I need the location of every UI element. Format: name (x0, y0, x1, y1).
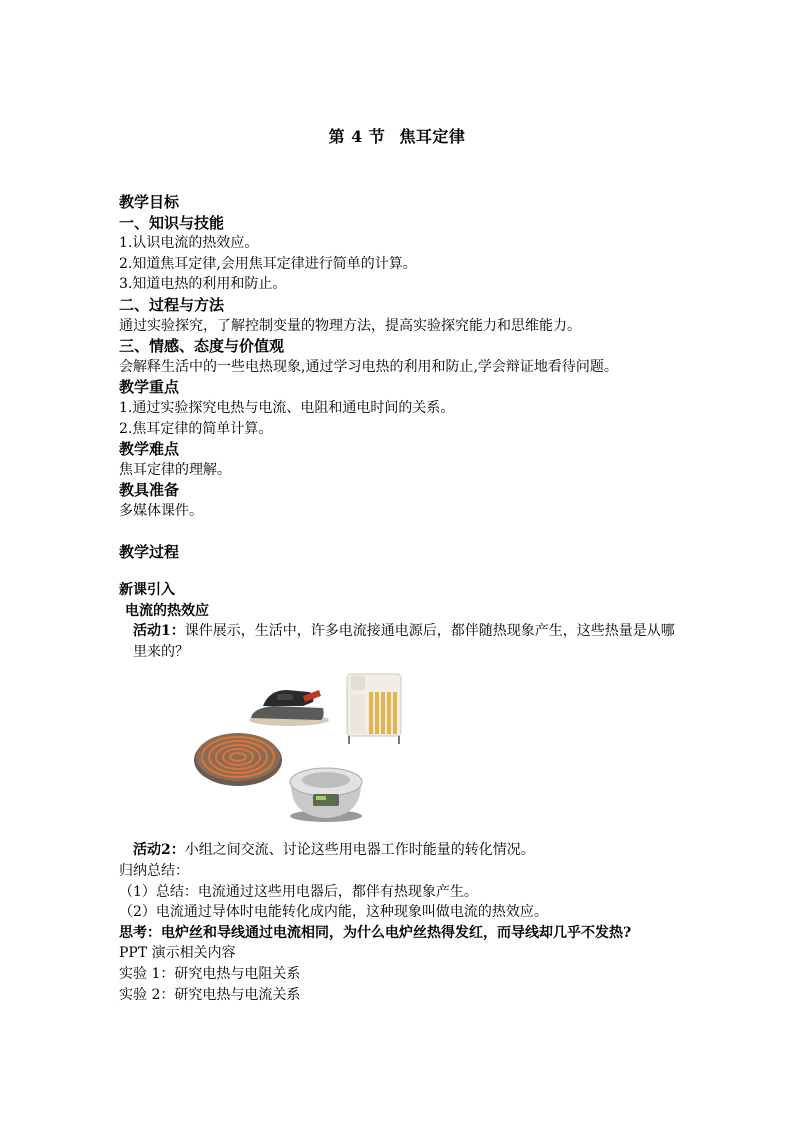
rice-cooker-image (285, 760, 367, 824)
section-number: 第 4 节 (328, 127, 386, 146)
knowledge-item: 3.知道电热的利用和防止。 (119, 276, 287, 293)
summary-item: （2）电流通过导体时电能转化成内能，这种现象叫做电流的热效应。 (119, 904, 548, 921)
appliances-figure (119, 668, 679, 840)
process-text: 通过实验探究，了解控制变量的物理方法，提高实验探究能力和思维能力。 (119, 317, 581, 334)
section-name: 焦耳定律 (399, 127, 466, 146)
knowledge-heading: 一、知识与技能 (119, 213, 225, 232)
emotion-heading: 三、情感、态度与价值观 (119, 337, 285, 356)
intro-heading: 新课引入 (119, 582, 175, 599)
teaching-process-heading: 教学过程 (119, 542, 180, 561)
process-heading: 二、过程与方法 (119, 295, 225, 314)
oil-heater-image (341, 670, 407, 750)
key-point-item: 1.通过实验探究电热与电流、电阻和通电时间的关系。 (119, 399, 455, 416)
page-title (0, 124, 794, 147)
summary-item: （1）总结：电流通过这些用电器后，都伴有热现象产生。 (119, 883, 478, 900)
ppt-note: PPT 演示相关内容 (119, 945, 236, 962)
knowledge-item: 1.认识电流的热效应。 (119, 235, 259, 252)
activity-1 (119, 621, 679, 662)
emotion-text: 会解释生活中的一些电热现象,通过学习电热的利用和防止,学会辩证地看待问题。 (119, 358, 618, 375)
activity-2 (119, 840, 679, 861)
tools-heading: 教具准备 (119, 481, 180, 500)
think-label: 思考： (119, 924, 161, 941)
electric-iron-image (243, 682, 329, 730)
activity-2-label: 活动2： (133, 842, 185, 859)
objectives-heading: 教学目标 (119, 193, 180, 211)
difficulty-text: 焦耳定律的理解。 (119, 461, 231, 478)
tools-text: 多媒体课件。 (119, 502, 203, 519)
electric-stove-image (191, 726, 285, 788)
experiment-item: 实验 1：研究电热与电阻关系 (119, 966, 301, 983)
think-question (119, 923, 679, 944)
lesson-content (119, 192, 679, 1005)
key-points-heading: 教学重点 (119, 378, 180, 397)
experiment-item: 实验 2：研究电热与电流关系 (119, 986, 301, 1003)
activity-1-text: 课件展示，生活中，许多电流接通电源后，都伴随热现象产生，这些热量是从哪里来的？ (133, 623, 675, 660)
heat-effect-subheading: 电流的热效应 (125, 602, 209, 619)
think-text: 电炉丝和导线通过电流相同，为什么电炉丝热得发红，而导线却几乎不发热? (161, 924, 632, 941)
knowledge-item: 2.知道焦耳定律,会用焦耳定律进行简单的计算。 (119, 255, 417, 272)
summary-heading: 归纳总结： (119, 863, 189, 880)
difficulty-heading: 教学难点 (119, 440, 180, 459)
key-point-item: 2.焦耳定律的简单计算。 (119, 420, 273, 437)
activity-1-label: 活动1： (133, 623, 185, 640)
activity-2-text: 小组之间交流、讨论这些用电器工作时能量的转化情况。 (184, 842, 535, 859)
